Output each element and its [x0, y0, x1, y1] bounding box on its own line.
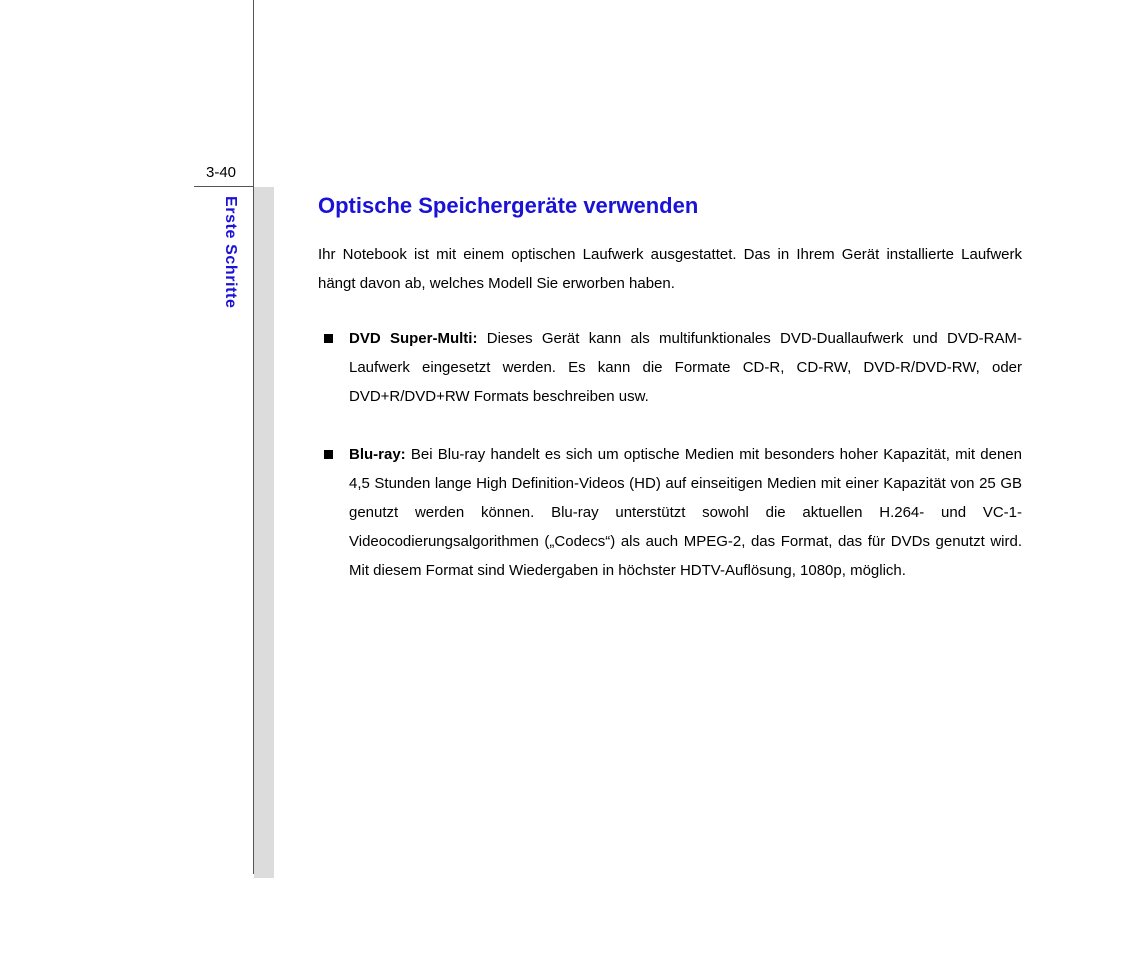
page-number-rule — [194, 186, 254, 187]
bullet-text: Bei Blu-ray handelt es sich um optische Medien mit besonders hoher Kapazität, mit denen 4,5 Stunden lange High Definition-Videos (HD) auf einseitigen Medien mit einer Kapazität von 25 GB genutzt werden können. Blu-ray unterstützt sowohl die aktuellen H.264- und VC-1-Videocodierungsalgorithmen („Codecs“) als auch MPEG-2, das Format, das für DVDs genutzt wird. Mit diesem Format sind Wiedergaben in höchster HDTV-Auflösung, 1080p, möglich. — [349, 446, 1022, 579]
margin-gray-strip — [254, 187, 274, 878]
section-title: Optische Speichergeräte verwenden — [318, 193, 699, 218]
bullet-term: Blu-ray: — [349, 446, 406, 463]
bullet-term: DVD Super-Multi: — [349, 330, 478, 347]
page-number: 3-40 — [206, 164, 237, 181]
black-square-bullet-icon — [324, 334, 333, 343]
bullet-list — [318, 324, 1022, 585]
intro-paragraph: Ihr Notebook ist mit einem optischen Laufwerk ausgestattet. Das in Ihrem Gerät installierte Laufwerk hängt davon ab, welches Modell Sie erworben haben. — [318, 246, 1022, 292]
bullet-item-blu-ray — [318, 440, 1022, 585]
main-content — [318, 191, 1022, 585]
chapter-side-label: Erste Schritte — [222, 196, 239, 309]
bullet-text: Dieses Gerät kann als multifunktionales DVD-Duallaufwerk und DVD-RAM-Laufwerk eingesetzt werden. Es kann die Formate CD-R, CD-RW, DVD-R/DVD-RW, oder DVD+R/DVD+RW Formats beschreiben usw. — [349, 330, 1022, 405]
bullet-item-dvd-super-multi — [318, 324, 1022, 411]
black-square-bullet-icon — [324, 450, 333, 459]
